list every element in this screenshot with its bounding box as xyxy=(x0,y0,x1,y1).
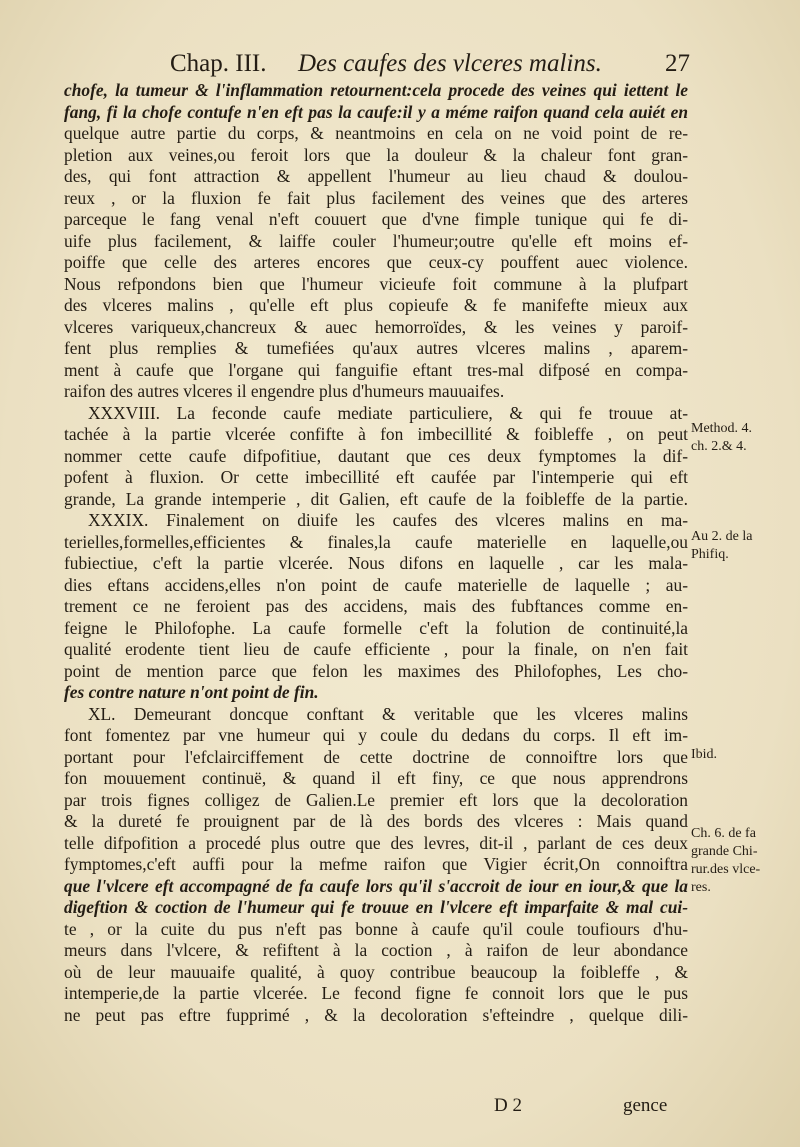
text-line: & la dureté fe prouignent par de là des bords des vlceres : Mais quand xyxy=(64,811,688,831)
running-header xyxy=(170,46,690,82)
margin-note: Au 2. de la Phifiq. xyxy=(691,529,753,562)
text-line: vlceres variqueux,chancreux & auec hemorroïdes, & les veines y paroif- xyxy=(64,316,688,337)
text-line: fang, fi la chofe contufe n'en eft pas la caufe:il y a méme raifon quand cela auiét en xyxy=(64,101,688,122)
text-line: quelque autre partie du corps, & neantmoins en cela on ne void point de re- xyxy=(64,123,688,143)
text-line: digeftion & coction de l'humeur qui fe trouue en l'vlcere eft imparfaite & mal cui- xyxy=(64,897,688,917)
text-line: qualité erodente tient lieu de caufe efficiente , pour la finale, on n'en fait xyxy=(64,639,688,659)
margin-note: Ch. 6. de fa grande Chi- rur.des vlce- res. xyxy=(691,826,761,895)
text-line: meurs dans l'vlcere, & refiftent à la coction , à raifon de leur abondance xyxy=(64,940,688,960)
text-line: XL. Demeurant doncque conftant & veritable que les vlceres malins xyxy=(88,703,688,724)
text-line: te , or la cuite du pus n'eft pas bonne à caufe qu'il coule toufiours d'hu- xyxy=(64,918,688,939)
chapter-title: Des caufes des vlceres malins. xyxy=(298,50,602,77)
text-line: XXXIX. Finalement on diuife les caufes des vlceres malins en ma- xyxy=(88,510,688,530)
text-line: chofe, la tumeur & l'inflammation retournent:cela procede des veines qui iettent le xyxy=(64,80,688,100)
text-line: uife plus facilement, & laiffe couler l'humeur;outre qu'elle eft moins ef- xyxy=(64,230,688,251)
text-line: fubiectiue, c'eft la partie vlcerée. Nous difons en laquelle , car les mala- xyxy=(64,553,688,573)
text-line: trement ce ne feroient pas des accidens, mais des fubftances comme en- xyxy=(64,596,688,616)
margin-note: Ibid. xyxy=(691,747,718,762)
text-line: XXXVIII. La feconde caufe mediate particuliere, & qui fe trouue at- xyxy=(88,402,688,423)
text-line: raifon des autres vlceres il engendre plus d'humeurs mauuaifes. xyxy=(64,381,505,401)
text-line: nommer cette caufe difpofitiue, dautant que ces deux fymptomes la dif- xyxy=(64,445,688,466)
text-line: tachée à la partie vlcerée confifte à fon imbecillité & foibleffe , on peut xyxy=(64,424,688,444)
text-line: feigne le Philofophe. La caufe formelle c'eft la folution de continuité,la xyxy=(64,617,688,638)
text-line: dies eftans accidens,elles n'on point de caufe materielle de laquelle ; au- xyxy=(64,574,688,595)
text-line: parceque le fang venal n'eft couuert que d'vne fimple tunique qui fe di- xyxy=(64,209,688,229)
text-line: par trois fignes colligez de Galien.Le premier eft lors que la decoloration xyxy=(64,789,688,810)
signature-mark: D 2 xyxy=(494,1095,522,1116)
main-text xyxy=(64,80,688,1026)
text-line: fes contre nature n'ont point de fin. xyxy=(64,682,319,702)
text-line: terielles,formelles,efficientes & finales,la caufe materielle en laquelle,ou xyxy=(64,531,688,552)
text-line: où de leur mauuaife qualité, à quoy contribue beaucoup la foibleffe , & xyxy=(64,961,688,982)
text-line: intemperie,de la partie vlcerée. Le fecond figne fe connoit lors que le pus xyxy=(64,983,688,1003)
chapter-label: Chap. III. xyxy=(170,50,267,77)
catchword: gence xyxy=(623,1095,668,1116)
text-line: point de mention parce que felon les maximes des Philofophes, Les cho- xyxy=(64,660,688,681)
text-line: fymptomes,c'eft auffi pour la mefme raifon que Vigier écrit,On connoiftra xyxy=(64,854,688,874)
text-line: telle difpofition a procedé plus outre que des levres, dit-il , parlant de ces deux xyxy=(64,832,688,853)
text-line: des, qui font attraction & appellent l'humeur au lieu chaud & doulou- xyxy=(64,166,688,186)
text-line: des vlceres malins , qu'elle eft plus copieufe & fe manifefte mieux aux xyxy=(64,295,688,315)
text-line: fon mouuement continuë, & quand il eft finy, ce que nous apprendrons xyxy=(64,768,688,788)
text-line: ment à caufe que l'organe qui fanguifie eftant tres-mal difposé en compa- xyxy=(64,359,688,380)
text-line: reux , or la fluxion fe fait plus facilement des veines que des arteres xyxy=(64,187,688,208)
text-line: ne peut pas eftre fupprimé , & la decoloration s'efteindre , quelque dili- xyxy=(64,1004,688,1025)
text-line: poiffe que celle des arteres encores que ceux-cy pouffent auec violence. xyxy=(64,252,688,272)
text-line: grande, La grande intemperie , dit Galien, eft caufe de la foibleffe de la partie. xyxy=(64,488,688,509)
text-line: que l'vlcere eft accompagné de fa caufe lors qu'il s'accroit de iour en iour,& que la xyxy=(64,875,688,896)
text-line: fent plus remplies & tumefiées qu'aux autres vlceres malins , aparem- xyxy=(64,338,688,358)
page-number: 27 xyxy=(665,50,690,77)
text-line: pofent à fluxion. Or cette imbecillité eft caufée par l'intemperie qui eft xyxy=(64,467,688,487)
text-line: portant pour l'efclairciffement de cette doctrine de connoiftre lors que xyxy=(64,746,688,767)
margin-note: Method. 4. ch. 2.& 4. xyxy=(691,421,753,454)
text-line: pletion aux veines,ou feroit lors que la douleur & la chaleur font gran- xyxy=(64,144,688,165)
text-line: font fomentez par vne humeur qui y coule du dedans du corps. Il eft im- xyxy=(64,725,688,745)
text-line: Nous refpondons bien que l'humeur vicieufe foit commune à la plufpart xyxy=(64,273,688,294)
